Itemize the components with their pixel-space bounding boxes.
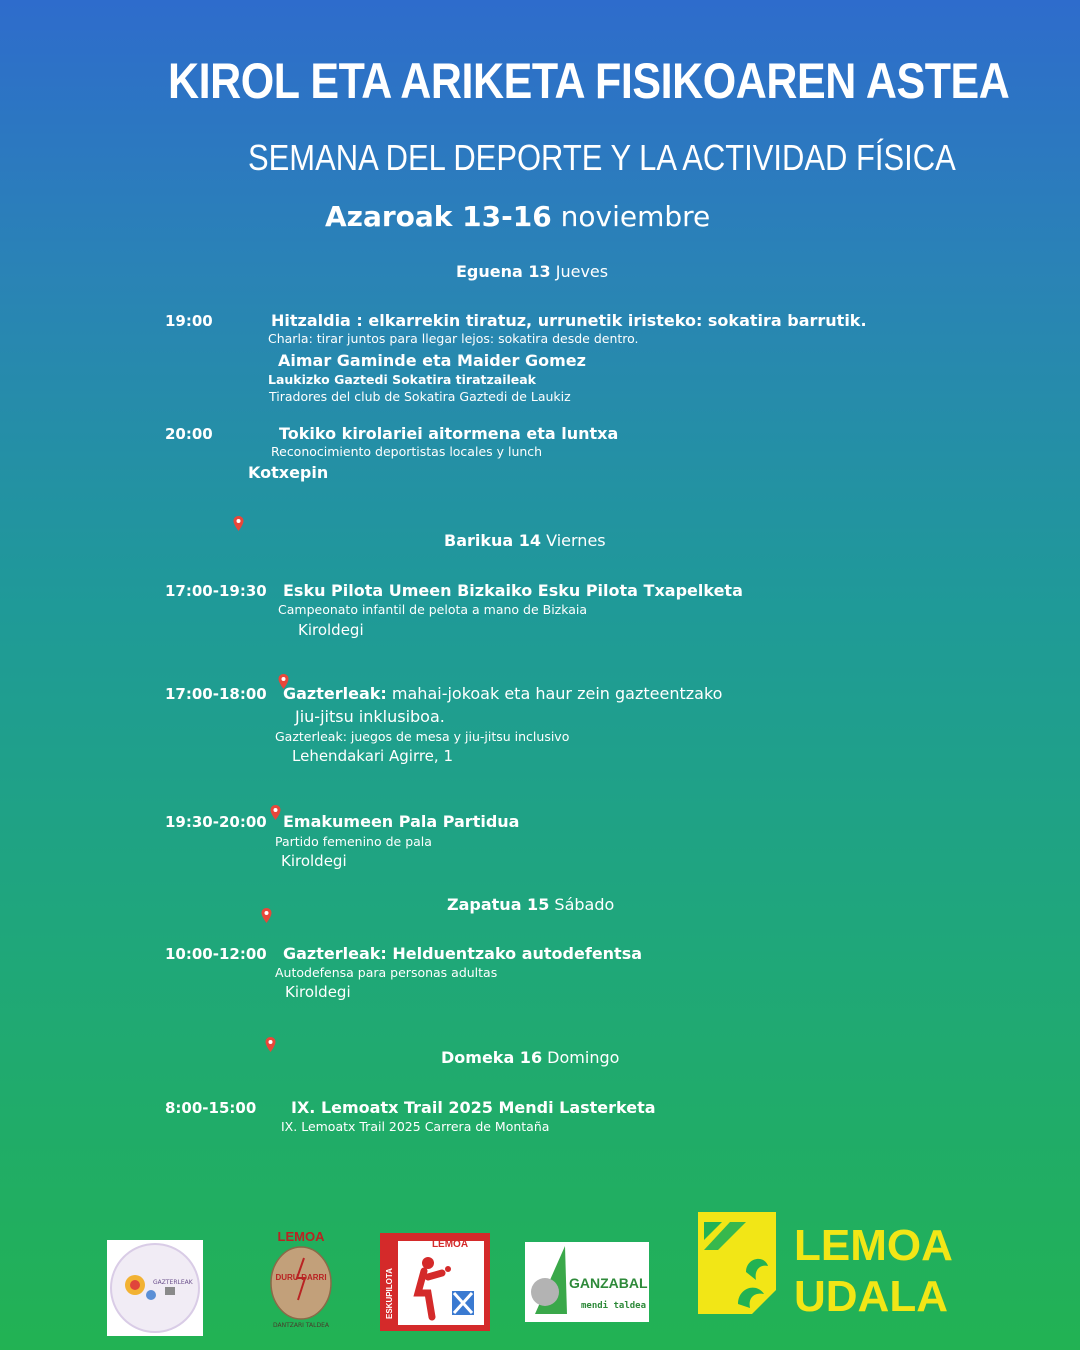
event-note: Gazterleak: juegos de mesa y jiu-jitsu inclusivo — [275, 729, 570, 744]
event-title: Hitzaldia : elkarrekin tiratuz, urrunetik iristeko: sokatira barrutik. — [271, 311, 867, 330]
durudarri-emblem — [264, 1228, 338, 1330]
durudarri-top-text: LEMOA — [277, 1229, 325, 1244]
map-pin-icon — [261, 908, 272, 923]
durudarri-name-text: DURU-DARRI — [275, 1273, 327, 1282]
durudarri-bottom-text: DANTZARI TALDEA — [273, 1322, 329, 1329]
event-title-bold: Gazterleak: — [283, 684, 387, 703]
eskupilota-side-text: ESKUPILOTA — [385, 1268, 394, 1319]
day-es: Viernes — [546, 531, 606, 550]
lemoa-udala-logo — [694, 1208, 974, 1320]
day-es: Domingo — [547, 1048, 620, 1067]
page-title: KIROL ETA ARIKETA FISIKOAREN ASTEA — [168, 53, 1010, 109]
eskupilota-logo — [380, 1233, 490, 1331]
event-title: Emakumeen Pala Partidua — [283, 812, 520, 831]
ganzabal-emblem — [525, 1242, 649, 1322]
event-note: Reconocimiento deportistas locales y lunch — [271, 444, 543, 459]
udala-text: UDALA — [794, 1272, 948, 1320]
day-eu: Domeka 16 — [441, 1048, 543, 1067]
event-time: 8:00-15:00 — [165, 1099, 257, 1117]
event-time: 17:00-18:00 — [165, 685, 267, 703]
event-title: Esku Pilota Umeen Bizkaiko Esku Pilota Txapelketa — [283, 581, 743, 600]
map-pin-icon — [270, 805, 281, 820]
gazterleak-emblem — [107, 1240, 203, 1336]
event-note: Partido femenino de pala — [275, 834, 432, 849]
event-note: IX. Lemoatx Trail 2025 Carrera de Montaña — [281, 1119, 550, 1134]
day-header-sunday — [441, 1048, 619, 1067]
day-eu: Zapatua 15 — [447, 895, 550, 914]
day-es: Jueves — [555, 262, 609, 281]
event-title-line2: Jiu-jitsu inklusiboa. — [295, 707, 445, 726]
lemoa-udala-emblem — [694, 1208, 974, 1320]
event-title-rest: mahai-jokoak eta haur zein gazteentzako — [391, 684, 723, 703]
event-place: Kiroldegi — [281, 852, 347, 870]
day-eu: Barikua 14 — [444, 531, 542, 550]
day-header-friday — [444, 531, 606, 550]
event-title — [283, 684, 722, 703]
day-header-thursday — [456, 262, 608, 281]
day-eu: Eguena 13 — [456, 262, 551, 281]
date-range-eu: Azaroak 13-16 — [325, 200, 552, 233]
gazterleak-text: GAZTERLEAK — [153, 1279, 193, 1286]
event-group: Laukizko Gaztedi Sokatira tiratzaileak — [268, 372, 536, 387]
page-subtitle: SEMANA DEL DEPORTE Y LA ACTIVIDAD FÍSICA — [248, 137, 956, 178]
event-title: IX. Lemoatx Trail 2025 Mendi Lasterketa — [291, 1098, 656, 1117]
event-place: Kiroldegi — [285, 983, 351, 1001]
event-time: 19:30-20:00 — [165, 813, 267, 831]
event-time: 17:00-19:30 — [165, 582, 267, 600]
ganzabal-name-text: GANZABAL — [569, 1275, 648, 1291]
date-range — [325, 200, 710, 233]
event-note: Campeonato infantil de pelota a mano de Bizkaia — [278, 602, 588, 617]
map-pin-icon — [265, 1037, 276, 1052]
event-place: Lehendakari Agirre, 1 — [292, 747, 453, 765]
eskupilota-top-text: LEMOA — [431, 1239, 469, 1250]
ganzabal-logo — [525, 1242, 649, 1322]
date-range-es: noviembre — [560, 200, 711, 233]
event-speakers: Aimar Gaminde eta Maider Gomez — [278, 351, 586, 370]
durudarri-logo — [264, 1228, 338, 1330]
event-place: Kotxepin — [248, 463, 329, 482]
eskupilota-emblem — [380, 1233, 490, 1331]
ganzabal-sub-text: mendi taldea — [581, 1301, 647, 1311]
event-time: 20:00 — [165, 425, 213, 443]
event-note: Autodefensa para personas adultas — [275, 965, 498, 980]
event-title: Gazterleak: Helduentzako autodefentsa — [283, 944, 643, 963]
day-header-saturday — [447, 895, 614, 914]
day-es: Sábado — [554, 895, 615, 914]
event-note: Charla: tirar juntos para llegar lejos: sokatira desde dentro. — [268, 331, 639, 346]
lemoa-text: LEMOA — [794, 1221, 953, 1270]
event-time: 10:00-12:00 — [165, 945, 267, 963]
event-title: Tokiko kirolariei aitormena eta luntxa — [279, 424, 619, 443]
event-group-es: Tiradores del club de Sokatira Gaztedi de Laukiz — [269, 389, 571, 404]
event-place: Kiroldegi — [298, 621, 364, 639]
map-pin-icon — [233, 516, 244, 531]
event-time: 19:00 — [165, 312, 213, 330]
gazterleak-logo — [107, 1240, 203, 1336]
